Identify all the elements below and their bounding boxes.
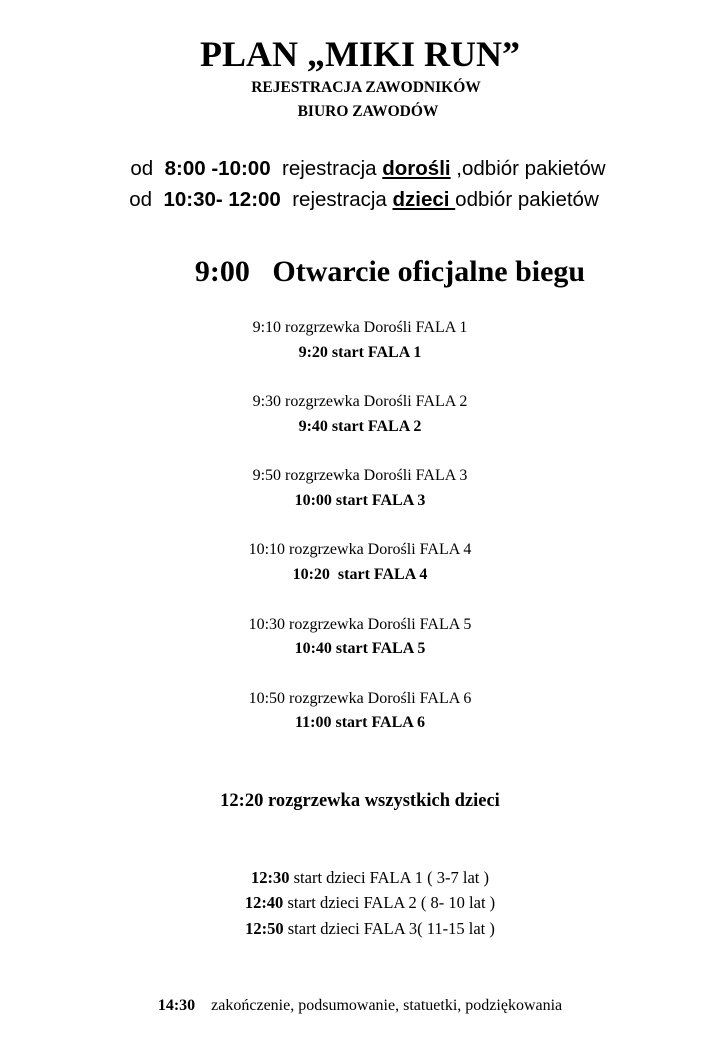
registration-time: 10:30- 12:00: [163, 188, 281, 211]
subtitle-registration: REJESTRACJA ZAWODNIKÓW: [251, 79, 481, 96]
registration-group: dorośli: [382, 157, 451, 180]
kids-start-time: 12:50: [245, 919, 284, 938]
wave-5-warmup: 10:30 rozgrzewka Dorośli FALA 5: [248, 616, 472, 633]
registration-adults: [8, 159, 720, 180]
ending-text: zakończenie, podsumowanie, statuetki, podziękowania: [195, 997, 563, 1014]
wave-2-warmup: 9:30 rozgrzewka Dorośli FALA 2: [252, 393, 468, 410]
kids-start-text: start dzieci FALA 2 ( 8- 10 lat ): [283, 893, 496, 912]
kids-start-time: 12:40: [244, 893, 284, 912]
registration-time: 8:00 -10:00: [164, 157, 271, 180]
registration-label: rejestracja: [282, 157, 377, 180]
kids-start-text: start dzieci FALA 3( 11-15 lat ): [283, 919, 495, 938]
kids-start-text: start dzieci FALA 1 ( 3-7 lat ): [289, 868, 489, 887]
wave-3-warmup: 9:50 rozgrzewka Dorośli FALA 3: [252, 467, 468, 484]
kids-start-3: [10, 921, 720, 938]
kids-warmup: 12:20 rozgrzewka wszystkich dzieci: [220, 791, 500, 811]
wave-2-start: 9:40 start FALA 2: [298, 418, 422, 435]
wave-4-start: 10:20 start FALA 4: [292, 566, 428, 583]
wave-6-start: 11:00 start FALA 6: [295, 714, 425, 731]
ending-time: 14:30: [157, 997, 196, 1014]
subtitle-office: BIURO ZAWODÓW: [297, 103, 439, 120]
registration-kids: [4, 190, 720, 211]
kids-start-2: [10, 895, 720, 912]
kids-start-time: 12:30: [251, 868, 290, 887]
wave-1-start: 9:20 start FALA 1: [298, 344, 422, 361]
registration-suffix: odbiór pakietów: [455, 188, 599, 211]
wave-1-warmup: 9:10 rozgrzewka Dorośli FALA 1: [252, 319, 468, 336]
wave-5-start: 10:40 start FALA 5: [294, 640, 426, 657]
registration-suffix: ,odbiór pakietów: [450, 157, 606, 180]
wave-4-warmup: 10:10 rozgrzewka Dorośli FALA 4: [248, 541, 472, 558]
registration-prefix: od: [130, 157, 154, 180]
wave-6-warmup: 10:50 rozgrzewka Dorośli FALA 6: [248, 690, 472, 707]
page-title: PLAN „MIKI RUN”: [200, 34, 520, 74]
registration-prefix: od: [129, 188, 153, 211]
registration-label: rejestracja: [292, 188, 387, 211]
kids-start-1: [10, 870, 720, 887]
registration-group: dzieci: [392, 188, 456, 211]
ending-line: [0, 998, 720, 1014]
wave-3-start: 10:00 start FALA 3: [294, 492, 426, 509]
opening-heading: 9:00 Otwarcie oficjalne biegu: [194, 255, 586, 288]
